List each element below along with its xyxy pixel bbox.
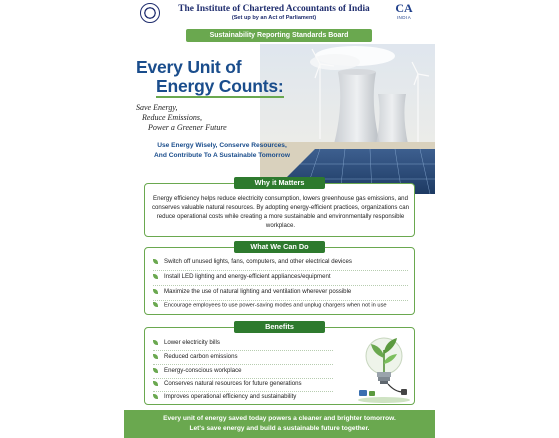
hero bbox=[124, 44, 435, 194]
leaf-icon bbox=[153, 259, 158, 264]
org-name: The Institute of Chartered Accountants of India bbox=[178, 4, 370, 14]
leaf-icon bbox=[153, 368, 158, 373]
list-item: Energy-conscious workplace bbox=[153, 367, 242, 374]
subheading-1: Use Energy Wisely, Conserve Resources, bbox=[157, 142, 287, 149]
benefits-section bbox=[144, 327, 415, 405]
ca-logo-letters: CA bbox=[395, 1, 413, 15]
list-item: Switch off unused lights, fans, computers, and other electrical devices bbox=[153, 258, 352, 265]
headline-line-2: Energy Counts: bbox=[156, 76, 284, 96]
divider bbox=[153, 350, 333, 351]
tagline-1: Save Energy, bbox=[136, 103, 178, 112]
list-item: Maximize the use of natural lighting and ventilation wherever possible bbox=[153, 288, 351, 295]
what-label: What We Can Do bbox=[234, 241, 325, 253]
headline-line-1: Every Unit of bbox=[136, 57, 242, 77]
power-plant-illustration bbox=[260, 44, 435, 194]
board-banner: Sustainability Reporting Standards Board bbox=[186, 29, 372, 42]
footer-line-1: Every unit of energy saved today powers a cleaner and brighter tomorrow. bbox=[163, 415, 396, 422]
footer-line-2: Let's save energy and build a sustainable future together. bbox=[189, 424, 370, 432]
list-item: Reduced carbon emissions bbox=[153, 353, 238, 360]
divider bbox=[153, 300, 408, 301]
tagline-2: Reduce Emissions, bbox=[142, 113, 202, 122]
list-item: Install LED lighting and energy-efficient appliances/equipment bbox=[153, 273, 331, 280]
leaf-icon bbox=[153, 394, 158, 399]
leaf-icon bbox=[153, 274, 158, 279]
leaf-icon bbox=[153, 381, 158, 386]
leaf-icon bbox=[153, 340, 158, 345]
divider bbox=[153, 391, 333, 392]
subheading-2: And Contribute To A Sustainable Tomorrow bbox=[154, 152, 290, 159]
list-item: Conserves natural resources for future generations bbox=[153, 380, 302, 387]
poster bbox=[124, 0, 435, 438]
leaf-icon bbox=[153, 289, 158, 294]
divider bbox=[153, 270, 408, 271]
divider bbox=[153, 364, 333, 365]
header bbox=[124, 0, 435, 27]
org-subtitle: (Set up by an Act of Parliament) bbox=[231, 15, 317, 21]
leaf-icon bbox=[153, 354, 158, 359]
ca-logo-text: INDIA bbox=[396, 15, 412, 20]
benefits-label: Benefits bbox=[234, 321, 325, 333]
list-item: Improves operational efficiency and sustainability bbox=[153, 393, 296, 400]
ca-india-logo bbox=[389, 2, 419, 26]
tagline-3: Power a Greener Future bbox=[148, 123, 227, 132]
why-section bbox=[144, 183, 415, 237]
list-item: Lower electricity bills bbox=[153, 339, 220, 346]
what-section bbox=[144, 247, 415, 315]
divider bbox=[153, 378, 333, 379]
list-item: Encourage employees to use power-saving modes and unplug chargers when not in use bbox=[153, 302, 387, 309]
footer bbox=[124, 410, 435, 438]
leaf-icon bbox=[153, 302, 158, 307]
divider bbox=[153, 285, 408, 286]
why-text: Energy efficiency helps reduce electricity consumption, lowers greenhouse gas emissions, and conserves valuable natural resources. By adopting energy-efficient practices, organizations can reduce operational costs while creating a more sustainable and environmentally responsible workplace. bbox=[152, 195, 409, 229]
why-label: Why it Matters bbox=[234, 177, 325, 189]
icai-emblem-icon bbox=[140, 3, 160, 23]
eco-bulb-icon bbox=[355, 332, 413, 404]
